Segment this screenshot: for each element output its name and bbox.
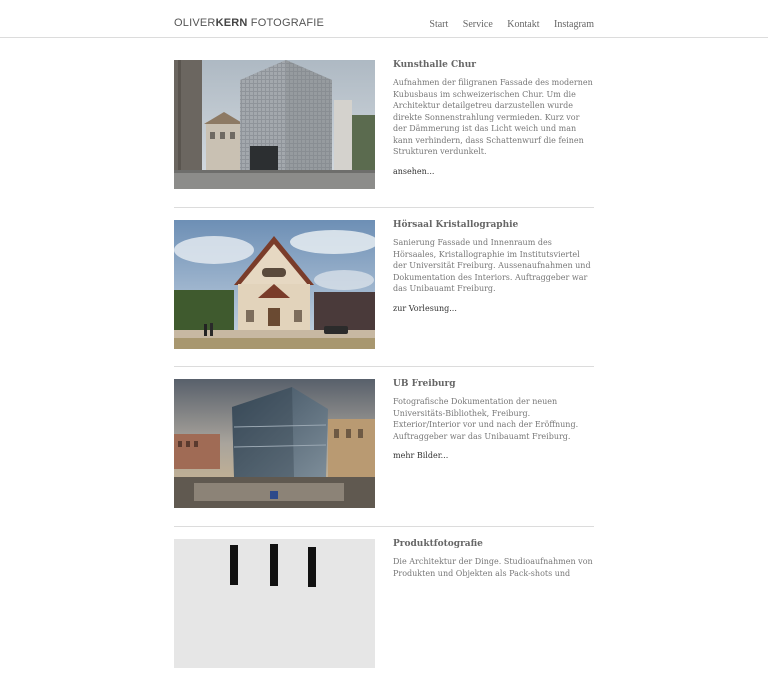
portfolio-entry (174, 539, 594, 699)
entry-title[interactable]: Produktfotografie (393, 539, 483, 549)
entry-text (393, 60, 595, 178)
produkt-photo[interactable] (174, 539, 375, 668)
entry-title[interactable]: UB Freiburg (393, 379, 456, 389)
entry-description: Fotografische Dokumentation der neuen Universitäts-Bibliothek, Freiburg. Exterior/Interior vor und nach der Eröffnung. Auftraggeber war das Unibauamt Freiburg. (393, 397, 579, 441)
entry-description: Aufnahmen der filigranen Fassade des modernen Kubusbaus im schweizerischen Chur. Um die Architektur detailgetreu darzustellen wurde direkte Sonnenstrahlung vermieden. Kurz vor der Dämmerung ist das Licht weich und man kann verhindern, dass Schattenwurf die feinen Strukturen verdunkelt. (393, 78, 593, 156)
portfolio-entry (174, 60, 594, 220)
entry-text (393, 220, 595, 315)
entry-title[interactable]: Hörsaal Kristallographie (393, 220, 519, 230)
entry-text (393, 539, 595, 579)
nav-service[interactable]: Service (462, 19, 493, 30)
entry-link[interactable]: mehr Bilder... (393, 451, 449, 460)
entry-title[interactable]: Kunsthalle Chur (393, 60, 476, 70)
main-nav (417, 19, 594, 30)
divider (174, 526, 594, 527)
kunsthalle-photo[interactable] (174, 60, 375, 189)
ub-freiburg-photo[interactable] (174, 379, 375, 508)
divider (174, 366, 594, 367)
entry-link[interactable]: ansehen... (393, 166, 435, 176)
nav-kontakt[interactable]: Kontakt (507, 19, 540, 30)
site-logo[interactable]: OLIVERKERN FOTOGRAFIE (174, 17, 325, 29)
nav-instagram[interactable]: Instagram (554, 19, 594, 30)
entry-description: Sanierung Fassade und Innenraum des Hörsaales, Kristallographie im Institutsviertel der Universität Freiburg. Aussenaufnahmen und Dokumentation des Interiors. Auftraggeber war das Unibauamt Freiburg. (393, 238, 591, 293)
entry-link[interactable]: zur Vorlesung... (393, 303, 457, 313)
portfolio-entry (174, 379, 594, 539)
nav-start[interactable]: Start (429, 19, 449, 30)
entry-text (393, 379, 595, 462)
portfolio-entry (174, 220, 594, 380)
divider (174, 207, 594, 208)
site-header (0, 0, 768, 38)
hoersaal-photo[interactable] (174, 220, 375, 349)
entry-description: Die Architektur der Dinge. Studioaufnahmen von Produkten und Objekten als Pack-shots und (393, 557, 593, 578)
